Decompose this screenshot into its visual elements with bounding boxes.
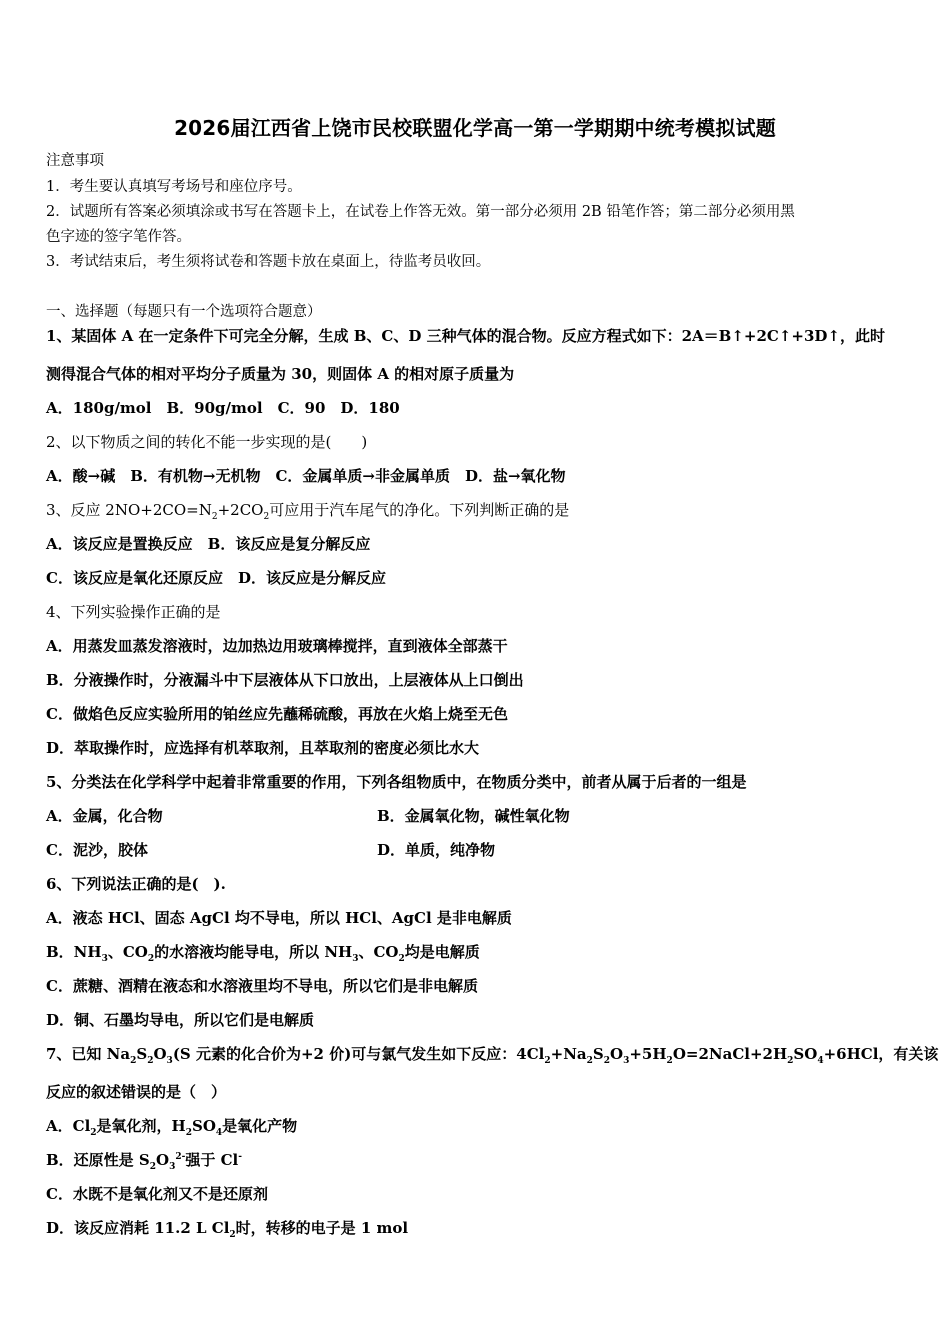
q6-option-b: B．$NH_3$、$CO_2$的水溶液均能导电，所以 $NH_3$、$CO_2$均是电解质	[46, 943, 480, 964]
q6-option-c: C．蔗糖、酒精在液态和水溶液里均不导电，所以它们是非电解质	[46, 977, 478, 995]
q2-stem: 2、以下物质之间的转化不能一步实现的是( )	[46, 433, 368, 451]
q6-option-a: A．液态 HCl、固态 AgCl 均不导电，所以 HCl、AgCl 是非电解质	[46, 909, 512, 927]
q4-option-c: C．做焰色反应实验所用的铂丝应先蘸稀硫酸，再放在火焰上烧至无色	[46, 705, 508, 723]
q2-options: A．酸→碱 B．有机物→无机物 C．金属单质→非金属单质 D．盐→氧化物	[46, 467, 566, 485]
q5-option-c: C．泥沙，胶体	[46, 841, 148, 859]
notice-item-1: 1．考生要认真填写考场号和座位序号。	[46, 179, 302, 195]
q3-options-line2: C．该反应是氧化还原反应 D．该反应是分解反应	[46, 569, 386, 587]
q4-option-b: B．分液操作时，分液漏斗中下层液体从下口放出，上层液体从上口倒出	[46, 671, 524, 689]
notice-item-2-cont: 色字迹的签字笔作答。	[46, 229, 191, 245]
section-heading: 一、选择题（每题只有一个选项符合题意）	[46, 304, 322, 320]
q3-options-line1: A．该反应是置换反应 B．该反应是复分解反应	[46, 535, 371, 553]
q5-option-a: A．金属，化合物	[46, 807, 163, 825]
q7-stem-line2: 反应的叙述错误的是（ ）	[46, 1083, 227, 1101]
q6-option-d: D．铜、石墨均导电，所以它们是电解质	[46, 1011, 315, 1029]
q1-options: A．180g/mol B．90g/mol C．90 D．180	[46, 399, 400, 417]
q7-option-b: B．还原性是 $S_2O_3^{2-}$强于 Cl-	[46, 1151, 242, 1172]
q5-option-d: D．单质，纯净物	[377, 841, 496, 859]
q1-stem-line2: 测得混合气体的相对平均分子质量为 30，则固体 A 的相对原子质量为	[46, 365, 515, 383]
page-title: 2026届江西省上饶市民校联盟化学高一第一学期期中统考模拟试题	[174, 116, 776, 140]
notice-item-3: 3．考试结束后，考生须将试卷和答题卡放在桌面上，待监考员收回。	[46, 254, 491, 270]
q5-stem: 5、分类法在化学科学中起着非常重要的作用，下列各组物质中，在物质分类中，前者从属于后者的一组是	[46, 773, 747, 791]
q5-option-b: B．金属氧化物，碱性氧化物	[377, 807, 570, 825]
q4-option-d: D．萃取操作时，应选择有机萃取剂，且萃取剂的密度必须比水大	[46, 739, 480, 757]
q7-option-d: D．该反应消耗 11.2 L $Cl_2$时，转移的电子是 1 mol	[46, 1219, 409, 1240]
q3-stem: 3、反应 $2NO+2CO=N_2+2CO_2$可应用于汽车尾气的净化。下列判断正确的是	[46, 501, 570, 522]
q7-option-a: A．$Cl_2$是氧化剂，$H_2SO_4$是氧化产物	[46, 1117, 298, 1138]
q4-option-a: A．用蒸发皿蒸发溶液时，边加热边用玻璃棒搅拌，直到液体全部蒸干	[46, 637, 508, 655]
q4-stem: 4、下列实验操作正确的是	[46, 603, 221, 621]
q1-stem-line1: 1、某固体 A 在一定条件下可完全分解，生成 B、C、D 三种气体的混合物。反应方程式如下：2A＝B↑+2C↑+3D↑，此时	[46, 327, 886, 345]
notice-item-2: 2．试题所有答案必须填涂或书写在答题卡上，在试卷上作答无效。第一部分必须用 2B 铅笔作答；第二部分必须用黑	[46, 204, 795, 220]
notice-heading: 注意事项	[46, 153, 104, 169]
q6-stem: 6、下列说法正确的是( ).	[46, 875, 226, 893]
q7-stem-line1: 7、已知 $Na_2S_2O_3(S$ 元素的化合价为+2 价)可与氯气发生如下反应：$4Cl_2+Na_2S_2O_3+5H_2O=2NaCl+2H_2SO_4+6HCl$，有关该	[46, 1045, 939, 1066]
q7-option-c: C．水既不是氧化剂又不是还原剂	[46, 1185, 268, 1203]
